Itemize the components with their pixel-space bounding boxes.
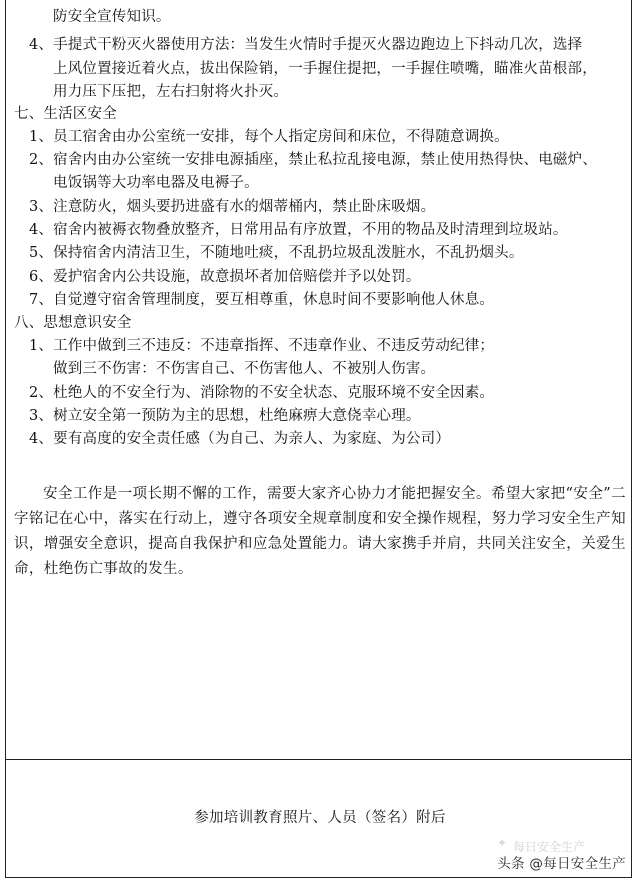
list-item: 4、要有高度的安全责任感（为自己、为亲人、为家庭、为公司） [29, 431, 451, 447]
watermark-faint-text: 每日安全生产 [513, 840, 586, 854]
footer-note: 参加培训教育照片、人员（签名）附后 [194, 810, 446, 826]
list-item: 7、自觉遵守宿舍管理制度，要互相尊重，休息时间不要影响他人休息。 [29, 292, 495, 308]
list-item: 1、员工宿舍由办公室统一安排，每个人指定房间和床位，不得随意调换。 [29, 129, 509, 145]
text-line: 电饭锅等大功率电器及电褥子。 [53, 175, 259, 191]
section-heading-awareness: 八、思想意识安全 [14, 315, 132, 331]
watermark-text: 头条 @每日安全生产 [497, 856, 626, 872]
text-line: 上风位置接近着火点，拔出保险销，一手握住提把，一手握住喷嘴，瞄准火苗根部， [53, 61, 597, 77]
list-item: 6、爱护宿舍内公共设施，故意损坏者加倍赔偿并予以处罚。 [29, 269, 421, 285]
text-line: 防安全宣传知识。 [53, 9, 171, 25]
list-item: 3、树立安全第一预防为主的思想，杜绝麻痹大意侥幸心理。 [29, 408, 421, 424]
text-line: 做到三不伤害：不伤害自己、不伤害他人、不被别人伤害。 [53, 361, 436, 377]
list-item: 4、宿舍内被褥衣物叠放整齐，日常用品有序放置，不用的物品及时清理到垃圾站。 [29, 222, 568, 238]
section-heading-living-area: 七、生活区安全 [14, 106, 117, 122]
list-item: 3、注意防火，烟头要扔进盛有水的烟蒂桶内，禁止卧床吸烟。 [29, 199, 436, 215]
list-item: 2、宿舍内由办公室统一安排电源插座，禁止私拉乱接电源，禁止使用热得快、电磁炉、 [29, 152, 598, 168]
list-item: 5、保持宿舍内清洁卫生，不随地吐痰，不乱扔垃圾乱泼脏水，不乱扔烟头。 [29, 245, 524, 261]
list-item-extinguisher: 4、手提式干粉灭火器使用方法：当发生火情时手提灭火器边跑边上下抖动几次，选择 [29, 37, 583, 53]
list-item: 1、工作中做到三不违反：不违章指挥、不违章作业、不违反劳动纪律； [29, 338, 495, 354]
text-line: 用力压下压把，左右扫射将火扑灭。 [53, 84, 289, 100]
watermark-faint-icon: ✦ [497, 836, 508, 850]
list-item: 2、杜绝人的不安全行为、消除物的不安全状态、克服环境不安全因素。 [29, 385, 495, 401]
closing-paragraph: 安全工作是一项长期不懈的工作，需要大家齐心协力才能把握安全。希望大家把“安全”二字铭记在心中，落实在行动上，遵守各项安全规章制度和安全操作规程，努力学习安全生产知识，增强安全意识，提高自我保护和应急处置能力。请大家携手并肩，共同关注安全，关爱生命，杜绝伤亡事故的发生。 [14, 486, 626, 577]
footer-divider [5, 759, 632, 760]
